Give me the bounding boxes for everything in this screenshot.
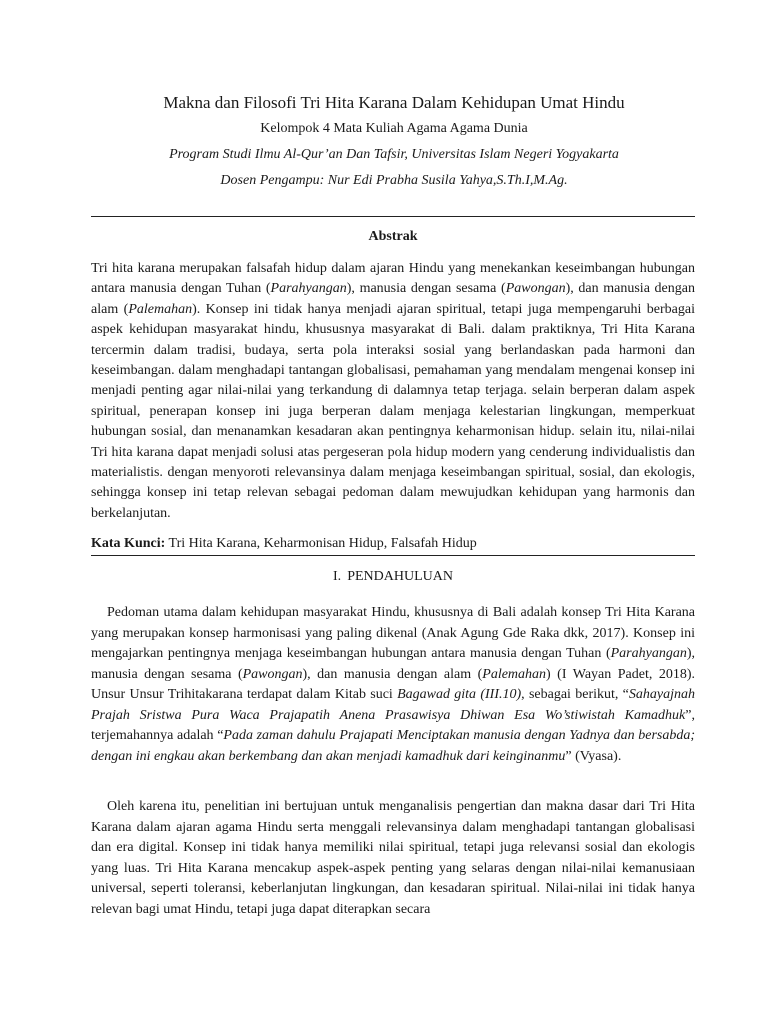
- divider: [91, 216, 695, 217]
- paragraph-translation: Pada zaman dahulu Prajapati Menciptakan manusia dengan Yadnya dan bersabda; dengan ini engkau akan berkembang dan akan menjadi kamadhuk dari keinginanmu: [91, 728, 695, 764]
- paragraph-term: Parahyangan: [610, 646, 687, 661]
- keywords-label: Kata Kunci:: [91, 536, 166, 551]
- abstract-text: ), manusia dengan sesama (: [346, 281, 506, 297]
- paragraph-text: Pedoman utama dalam kehidupan masyarakat Hindu, khususnya di Bali adalah konsep Tri Hita Karana yang merupakan konsep harmonisasi yang paling dikenal (Anak Agung Gde Raka dkk, 2017). Konsep ini mengajarkan pentingnya menjaga keseimbangan hubungan antara manusia dengan Tuhan (: [91, 605, 695, 661]
- abstract-text: ), dan manusia dengan alam (: [91, 281, 695, 317]
- section-heading: [91, 569, 695, 585]
- paragraph: Oleh karena itu, penelitian ini bertujuan untuk menganalisis pengertian dan makna dasar dari Tri Hita Karana dalam ajaran agama Hindu serta menggali relevansinya dalam menghadapi tantangan globalisasi dan era digital. Konsep ini tidak hanya memiliki nilai spiritual, tetapi juga relevansi sosial dan ekologis yang luas. Tri Hita Karana mencakup aspek-aspek penting yang selaras dengan nilai-nilai kemanusiaan universal, seperti toleransi, keberlanjutan lingkungan, dan kesadaran spiritual. Nilai-nilai ini tidak hanya relevan bagi umat Hindu, tetapi juga dapat diterapkan secara: [91, 799, 695, 917]
- abstract-term: Parahyangan: [270, 281, 347, 297]
- abstract-heading: Abstrak: [368, 229, 418, 244]
- program-line: Program Studi Ilmu Al-Qur’an Dan Tafsir, Universitas Islam Negeri Yogyakarta: [169, 147, 619, 162]
- group-line: Kelompok 4 Mata Kuliah Agama Agama Dunia: [260, 121, 528, 136]
- keywords-value: Tri Hita Karana, Keharmonisan Hidup, Falsafah Hidup: [168, 536, 477, 551]
- paragraph-text: ) (I Wayan Padet, 2018). Unsur Unsur Trihitakarana terdapat dalam Kitab suci: [91, 666, 695, 702]
- lecturer-line: Dosen Pengampu: Nur Edi Prabha Susila Yahya,S.Th.I,M.Ag.: [220, 173, 568, 188]
- paragraph-citation: Bagawad gita (III.10): [397, 687, 522, 702]
- abstract-body: [91, 259, 695, 524]
- paragraph-quote: Sahayajnah Prajah Sristwa Pura Waca Prajapatih Anena Prasawisya Dhiwan Esa Wo’stiwistah Kamadhuk: [91, 687, 696, 723]
- paragraph-text: ”, terjemahannya adalah “: [91, 707, 695, 743]
- section-title: PENDAHULUAN: [347, 569, 453, 584]
- paragraph-text: ), dan manusia dengan alam (: [302, 666, 483, 682]
- paragraph-text: ” (Vyasa).: [565, 748, 622, 764]
- divider: [91, 555, 695, 556]
- paragraph-text: ), manusia dengan sesama (: [91, 646, 695, 682]
- abstract-term: Pawongan: [505, 281, 566, 297]
- abstract-text: Tri hita karana merupakan falsafah hidup dalam ajaran Hindu yang menekankan keseimbangan hubungan antara manusia dengan Tuhan (: [91, 261, 695, 297]
- paper-title: Makna dan Filosofi Tri Hita Karana Dalam Kehidupan Umat Hindu: [163, 93, 625, 112]
- abstract-term: Palemahan: [128, 301, 193, 317]
- paragraph-text: , sebagai berikut, “: [521, 687, 629, 702]
- paragraph: [91, 603, 695, 767]
- paragraph-term: Pawongan: [242, 666, 303, 682]
- section-number: I.: [333, 569, 342, 584]
- abstract-text: ). Konsep ini tidak hanya menjadi ajaran spiritual, tetapi juga mempengaruhi berbagai aspek kehidupan masyarakat hindu, khususnya masyarakat di Bali. dalam praktiknya, Tri Hita Karana tercermin dalam tradisi, budaya, serta pola interaksi sosial yang berlandaskan pada harmoni dan keseimbangan. dalam menghadapi tantangan globalisasi, pemahaman yang mendalam mengenai konsep ini menjadi penting agar nilai-nilai yang terkandung di dalamnya tetap terjaga. selain berperan dalam aspek spiritual, penerapan konsep ini juga berperan dalam menjaga kelestarian lingkungan, memperkuat hubungan sosial, dan menanamkan kesadaran akan pentingnya keharmonisan hidup. selain itu, nilai-nilai Tri hita karana dapat menjadi solusi atas pergeseran pola hidup modern yang cenderung individualistis dan materialistis. dengan menyoroti relevansinya dalam menjaga keseimbangan spiritual, sosial, dan ekologis, sehingga konsep ini tetap relevan sebagai pedoman dalam mewujudkan kehidupan yang harmonis dan berkelanjutan.: [91, 301, 695, 521]
- paragraph-term: Palemahan: [482, 666, 547, 682]
- keywords-line: [91, 536, 695, 552]
